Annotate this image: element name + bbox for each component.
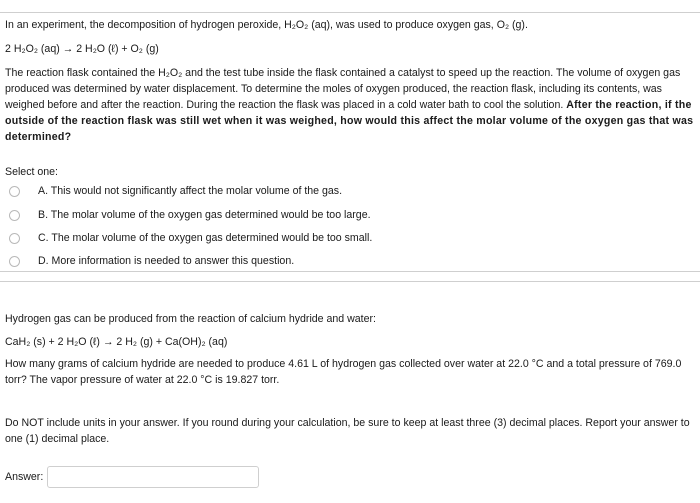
select-one-label: Select one: <box>5 166 59 178</box>
question-1-body-text: The reaction flask contained the H₂O₂ and the test tube inside the flask contained a catalyst to speed up the reaction. The volume of oxygen gas produced was determined by water displacement. To determine the moles of oxygen produced, the reaction flask, including its contents, was weighed before and after the reaction. During the reaction the flask was placed in a cold water bath to cool the solution. <box>5 67 681 111</box>
question-2-body: How many grams of calcium hydride are needed to produce 4.61 L of hydrogen gas collected over water at 22.0 °C and a total pressure of 769.0 torr? The vapor pressure of water at 22.0 °C is 19.827 torr. <box>5 358 682 386</box>
answer-row <box>5 466 259 488</box>
option-c[interactable] <box>9 230 372 246</box>
option-b[interactable] <box>9 207 371 223</box>
option-a-label: A. This would not significantly affect the molar volume of the gas. <box>38 185 343 197</box>
radio-button-c[interactable] <box>9 233 20 244</box>
radio-button-b[interactable] <box>9 210 20 221</box>
answer-label: Answer: <box>5 471 44 483</box>
answer-input[interactable] <box>47 466 259 488</box>
question-1-intro: In an experiment, the decomposition of hydrogen peroxide, H₂O₂ (aq), was used to produce oxygen gas, O₂ (g). <box>5 19 528 31</box>
option-a[interactable] <box>9 183 342 199</box>
question-2-instructions: Do NOT include units in your answer. If you round during your calculation, be sure to keep at least three (3) decimal places. Report your answer to one (1) decimal place. <box>5 417 690 445</box>
question-2-panel <box>0 281 700 503</box>
radio-button-d[interactable] <box>9 256 20 267</box>
question-1-body <box>5 65 697 145</box>
question-2-equation: CaH₂ (s) + 2 H₂O (ℓ) → 2 H₂ (g) + Ca(OH)₂ (aq) <box>5 336 228 348</box>
question-1-equation: 2 H₂O₂ (aq) → 2 H₂O (ℓ) + O₂ (g) <box>5 43 159 55</box>
question-2-intro: Hydrogen gas can be produced from the reaction of calcium hydride and water: <box>5 313 376 325</box>
option-d[interactable] <box>9 253 294 269</box>
question-1-bold-question: After the reaction, if the outside of the reaction flask was still wet when it was weighed, how would this affect the molar volume of the oxygen gas that was determined? <box>5 99 694 143</box>
option-c-label: C. The molar volume of the oxygen gas determined would be too small. <box>38 232 373 244</box>
option-d-label: D. More information is needed to answer this question. <box>38 255 295 267</box>
option-b-label: B. The molar volume of the oxygen gas determined would be too large. <box>38 209 371 221</box>
question-1-panel <box>0 12 700 272</box>
radio-button-a[interactable] <box>9 186 20 197</box>
